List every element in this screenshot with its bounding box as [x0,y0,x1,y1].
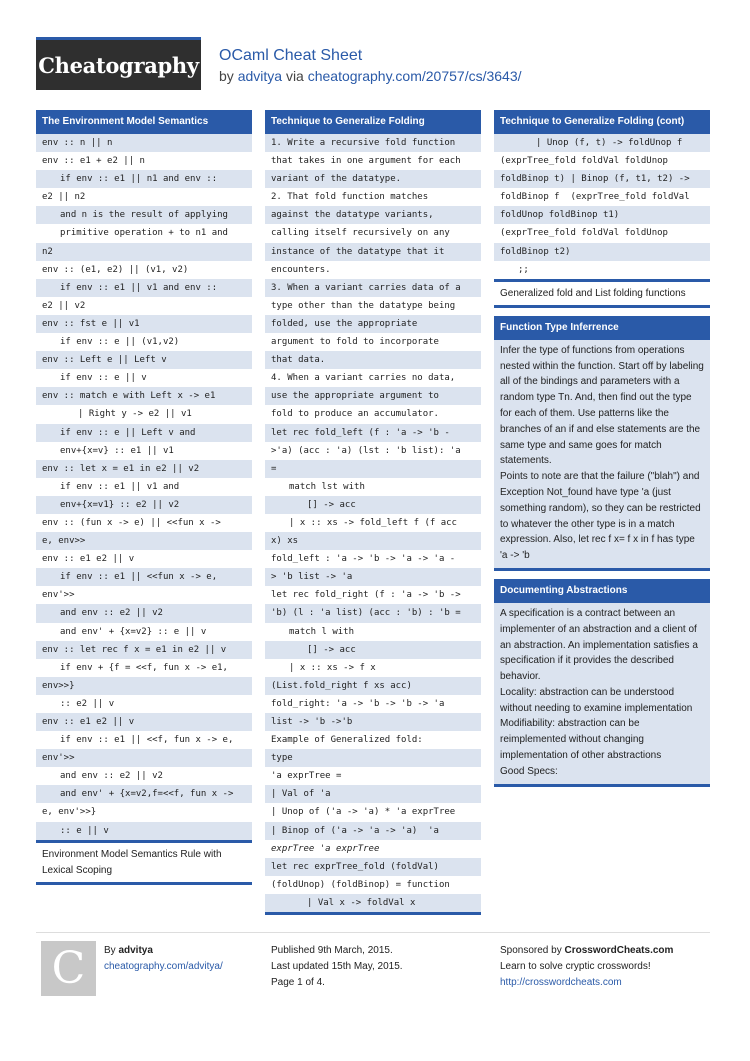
sponsor-label: Sponsored by [500,945,562,956]
code-line: env'>> [36,586,252,604]
code-line: type other than the datatype being [265,297,481,315]
sponsor-name: CrosswordCheats.com [564,945,674,956]
code-line: and env :: e2 || v2 [36,767,252,785]
code-line: | Unop of ('a -> 'a) * 'a exprTree [265,803,481,821]
avatar [41,941,96,996]
section-title-documenting-abstractions: Documenting Abstractions [494,579,710,603]
code-line: that takes in one argument for each [265,152,481,170]
documenting-abstractions-text [494,603,710,787]
code-line: against the datatype variants, [271,210,434,221]
code-line: | x :: xs -> f x [265,659,481,677]
code-line: (foldUnop) (foldBinop) = function [265,876,481,894]
code-line: 1. Write a recursive fold function [271,138,456,148]
sponsor-tagline: Learn to solve cryptic crosswords! [500,961,651,972]
code-line: if env + {f = <<f, fun x -> e1, [36,659,252,677]
environment-model-footnote: Environment Model Semantics Rule with Lexical Scoping [36,843,252,885]
code-line: list -> 'b ->'b [271,717,353,727]
section-title-type-inference: Function Type Inferrence [494,316,710,340]
abstractions-paragraph-3: Modifiability: abstraction can be reimplemented without changing implementation of other abstractions [500,718,662,762]
type-inference-paragraph-1: Infer the type of functions from operations nested within the function. Start off by labeling all of the bindings and parameters with a random type Tn. And, then find out the type for each of them. Use patterns like the branches of an if and else statements are the same type and same goes for match statements. [500,344,704,467]
code-line: foldUnop foldBinop t1) [500,210,620,221]
code-line: if env :: e || Left v and [60,427,196,438]
code-line: (List.fold_right f xs acc) [271,680,412,691]
code-line: env+{x=v} :: e1 || v1 [36,442,252,460]
code-line: let rec fold_right (f : 'a -> 'b -> [265,586,481,604]
code-line: > 'b list -> 'a [271,572,353,583]
code-line: if env :: e1 || <<f, fun x -> e, [36,731,252,749]
page-footer [36,932,710,994]
code-line: e, env>> [42,536,86,547]
page-title: OCaml Cheat Sheet [219,47,363,64]
by-label: by [219,68,234,84]
code-line: let rec fold_left (f : 'a -> 'b - [271,427,450,438]
code-line: | x :: xs -> fold_left f (f acc [265,514,481,532]
code-line: | Binop of ('a -> 'a -> 'a) 'a [271,825,439,836]
code-line: fold_left : 'a -> 'b -> 'a -> 'a - [265,550,481,568]
column-3 [494,110,710,787]
code-line: match lst with [265,478,481,496]
type-inference-paragraph-2: Points to note are that the failure ("blah") and Exception Not_found have type 'a (just something random), so they can be restricted to whatever the other type is in a match expression. Also, let rec f x= f x in f has type 'a -> 'b [500,471,701,562]
code-line: primitive operation + to n1 and [36,224,252,242]
code-line: and n is the result of applying [60,210,228,221]
logo-text: Cheatography [38,52,199,78]
code-line: (exprTree_fold foldVal foldUnop [494,152,710,170]
code-line: and env :: e2 || v2 [60,608,163,619]
code-line: 2. That fold function matches [265,188,481,206]
published-date: Published 9th March, 2015. [271,945,393,956]
code-line: :: e2 || v [36,695,252,713]
code-line: if env :: e1 || <<fun x -> e, [60,572,218,583]
code-line: let rec exprTree_fold (foldVal) [271,861,439,872]
abstractions-paragraph-4: Good Specs: [500,765,558,777]
code-line: argument to fold to incorporate [265,333,481,351]
code-line: env :: Left e || Left v [42,355,167,366]
code-line: env :: (e1, e2) || (v1, v2) [36,261,252,279]
code-line: env :: e1 e2 || v [42,717,135,727]
section-title-generalize-folding: Technique to Generalize Folding [265,110,481,134]
code-line: 'b) (l : 'a list) (acc : 'b) : 'b = [271,608,461,619]
code-line: fold_right: 'a -> 'b -> 'b -> 'a [265,695,481,713]
footer-dates [271,943,403,991]
code-line: foldBinop f (exprTree_fold foldVal [494,188,710,206]
avatar-letter: C [51,943,86,994]
footer-author-name: advitya [118,945,153,956]
header [219,46,522,85]
code-line: | Val of 'a [271,789,331,800]
code-line: x) xs [271,536,299,547]
code-line: | Val x -> foldVal x [307,897,416,908]
footer-by-label: By [104,945,116,956]
code-line: e2 || n2 [36,188,252,206]
code-line: | Right y -> e2 || v1 [36,405,252,423]
code-line: calling itself recursively on any [265,224,481,242]
section-title-generalize-folding-cont: Technique to Generalize Folding (cont) [494,110,710,134]
code-line: = [271,463,277,474]
abstractions-paragraph-1: A specification is a contract between an implementer of an abstraction and a client of an abstraction. An implementation satisfies a specification if it provides the described behavior. [500,607,698,683]
code-line: and env' + {x=v2,f=<<f, fun x -> [60,789,234,800]
code-line: 'a exprTree = [265,767,481,785]
code-line: foldBinop t2) [500,246,571,257]
code-line: ;; [494,261,710,279]
abstractions-paragraph-2: Locality: abstraction can be understood without needing to examine implementation [500,686,693,714]
code-line: :: e || v [60,825,109,836]
code-line: foldBinop t) | Binop (f, t1, t2) -> [500,174,690,185]
code-line: 3. When a variant carries data of a [271,282,461,293]
generalize-folding-code [265,134,481,915]
code-line: 4. When a variant carries no data, [265,369,481,387]
sponsor-link[interactable]: http://crosswordcheats.com [500,977,622,988]
code-line: type [271,753,293,764]
code-line: if env :: e1 || v1 and env :: [60,282,218,293]
page-number: Page 1 of 4. [271,977,325,988]
code-line: env :: let x = e1 in e2 || v2 [42,463,200,474]
code-line: e2 || v2 [36,297,252,315]
code-line: and env' + {x=v2} :: e || v [36,623,252,641]
footer-sponsor [500,943,673,991]
footer-author [104,943,223,975]
code-line: instance of the datatype that it [271,246,445,257]
code-line: env :: let rec f x = e1 in e2 || v [42,644,227,655]
section-title-environment-model: The Environment Model Semantics [36,110,252,134]
code-line: env>>} [42,680,75,691]
environment-model-code [36,134,252,843]
code-line: if env :: e1 || v1 and [36,478,252,496]
code-line: | Unop (f, t) -> foldUnop f [536,138,683,148]
code-line: >'a) (acc : 'a) (lst : 'b list): 'a [265,442,481,460]
sheet-url-link[interactable]: cheatography.com/20757/cs/3643/ [307,68,522,84]
footer-author-link[interactable]: cheatography.com/advitya/ [104,961,223,972]
code-line: (exprTree_fold foldVal foldUnop [494,224,710,242]
code-line: env+{x=v1} :: e2 || v2 [60,499,180,510]
code-line: Example of Generalized fold: [265,731,481,749]
generalize-folding-cont-code [494,134,710,282]
author-link[interactable]: advitya [237,68,283,84]
code-line: env :: fst e || v1 [42,318,140,329]
code-line: env :: match e with Left x -> e1 [42,391,216,402]
updated-date: Last updated 15th May, 2015. [271,961,403,972]
code-line: n2 [42,246,53,257]
code-line: env :: e1 + e2 || n [36,152,252,170]
byline [219,67,522,85]
code-line: that data. [271,355,326,366]
code-line: if env :: e || v [36,369,252,387]
code-line: if env :: e1 || n1 and env :: [60,174,218,185]
code-line: encounters. [265,261,481,279]
code-line: match l with [265,623,481,641]
code-line: if env :: e || (v1,v2) [36,333,252,351]
code-line: e, env'>>} [36,803,252,821]
code-line: env :: (fun x -> e) || <<fun x -> [36,514,252,532]
code-line: env :: e1 e2 || v [36,550,252,568]
generalize-folding-footnote: Generalized fold and List folding functions [494,282,710,308]
code-line: folded, use the appropriate [271,318,418,329]
code-line: exprTree 'a exprTree [265,840,481,858]
code-line: variant of the datatype. [271,174,402,185]
via-label: via [285,68,304,84]
code-line: [] -> acc [307,644,356,655]
code-line: env'>> [42,753,75,764]
column-2 [265,110,481,915]
code-line: fold to produce an accumulator. [265,405,481,423]
cheatography-logo[interactable] [36,37,201,90]
code-line: env :: n || n [42,138,113,148]
code-line: use the appropriate argument to [271,391,439,402]
column-1 [36,110,252,885]
type-inference-text [494,340,710,571]
code-line: [] -> acc [307,499,356,510]
